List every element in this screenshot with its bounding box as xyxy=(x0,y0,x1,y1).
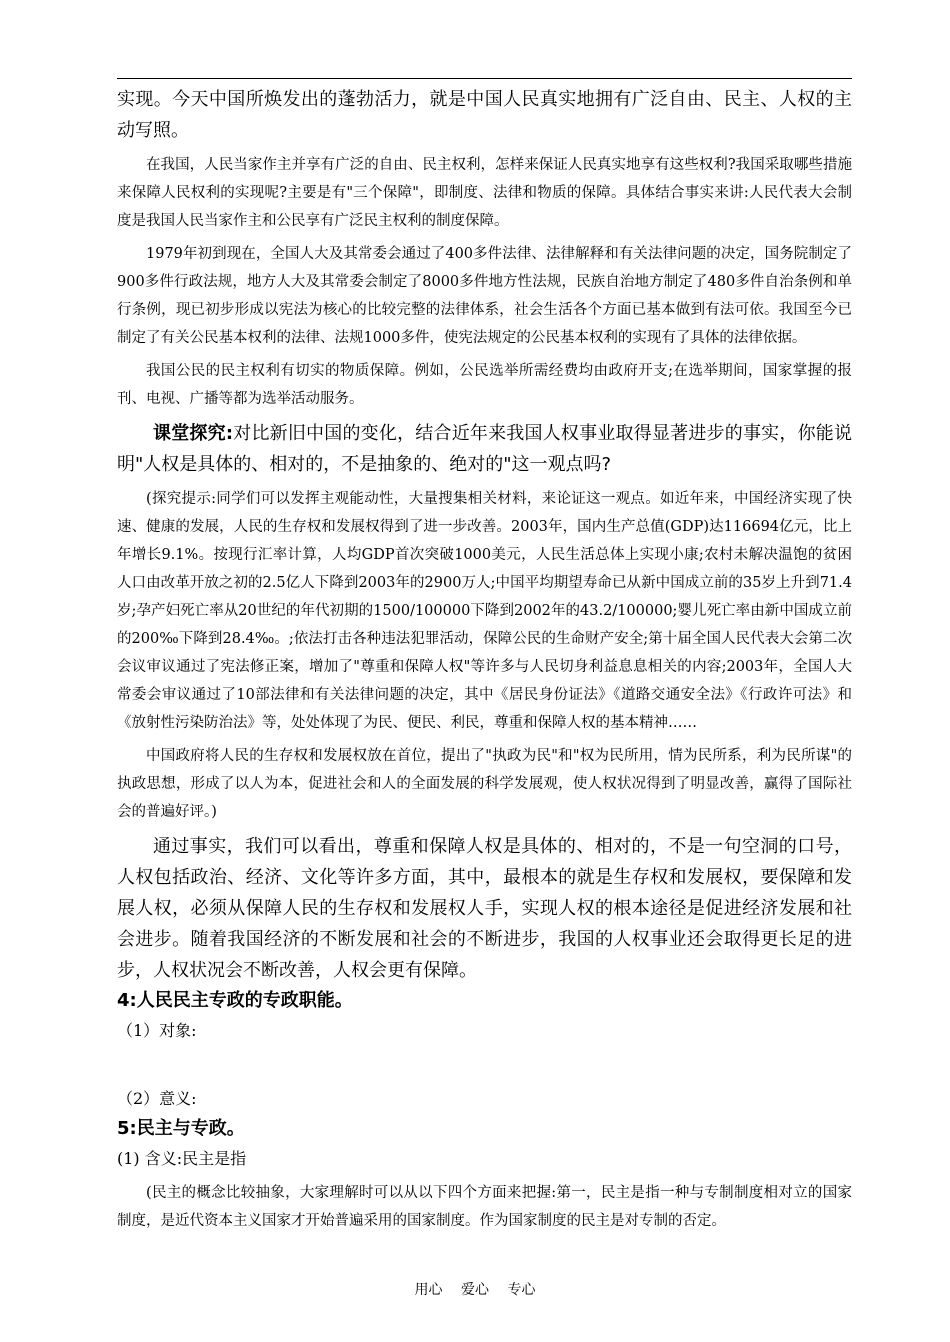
section-4-item-significance: （2）意义: xyxy=(117,1089,197,1108)
classroom-inquiry xyxy=(117,418,852,480)
inquiry-hint: (探究提示:同学们可以发挥主观能动性，大量搜集相关材料，来论证这一观点。如近年来，中国经济实现了快速、健康的发展，人民的生存权和发展权得到了进一步改善。2003年，国内生产总值(GDP)达116694亿元，比上年增长9.1%。按现行汇率计算，人均GDP首次突破1000美元，人民生活总体上实现小康;农村未解决温饱的贫困人口由改革开放之初的2.5亿人下降到2003年的2900万人;中国平均期望寿命已从新中国成立前的35岁上升到71.4岁;孕产妇死亡率从20世纪的年代初期的1500/100000下降到2002年的43.2/100000;婴儿死亡率由新中国成立前的200‰下降到28.4‰。;依法打击各种违法犯罪活动，保障公民的生命财产安全;第十届全国人民代表大会第二次会议审议通过了宪法修正案，增加了"尊重和保障人权"等许多与人民切身利益息息相关的内容;2003年，全国人大常委会审议通过了10部法律和有关法律问题的决定，其中《居民身份证法》《道路交通安全法》《行政许可法》和《放射性污染防治法》等，处处体现了为民、便民、利民，尊重和保障人权的基本精神…… xyxy=(117,491,852,731)
section-4-heading: 4:人民民主专政的专政职能。 xyxy=(117,990,353,1011)
answer-blank xyxy=(117,1046,852,1084)
paragraph-conclusion: 通过事实，我们可以看出，尊重和保障人权是具体的、相对的，不是一句空洞的口号，人权包括政治、经济、文化等许多方面，其中，最根本的就是生存权和发展权，要保障和发展人权，必须从保障人民的生存权和发展权人手，实现人权的根本途径是促进经济发展和社会进步。随着我国经济的不断发展和社会的不断进步，我国的人权事业还会取得更长足的进步，人权状况会不断改善，人权会更有保障。 xyxy=(117,836,852,981)
paragraph-continuation: 实现。今天中国所焕发出的蓬勃活力，就是中国人民真实地拥有广泛自由、民主、人权的主动写照。 xyxy=(117,89,852,141)
section-5-note: (民主的概念比较抽象，大家理解时可以从以下四个方面来把握:第一，民主是指一种与专制制度相对立的国家制度，是近代资本主义国家才开始普遍采用的国家制度。作为国家制度的民主是对专制的否定。 xyxy=(117,1185,852,1229)
section-4-item-object: （1）对象: xyxy=(117,1021,197,1040)
paragraph-legal-system: 1979年初到现在，全国人大及其常委会通过了400多件法律、法律解释和有关法律问题的决定，国务院制定了900多件行政法规，地方人大及其常委会制定了8000多件地方性法规，民族自治地方制定了480多件自治条例和单行条例，现已初步形成以宪法为核心的比较完整的法律体系，社会生活各个方面已基本做到有法可依。我国至今已制定了有关公民基本权利的法律、法规1000多件，使宪法规定的公民基本权利的实现有了具体的法律依据。 xyxy=(117,246,852,346)
section-5-item-definition: (1) 含义:民主是指 xyxy=(117,1149,247,1168)
paragraph-material-guarantee: 我国公民的民主权利有切实的物质保障。例如，公民选举所需经费均由政府开支;在选举期间，国家掌握的报刊、电视、广播等都为选举活动服务。 xyxy=(117,363,852,407)
document-body xyxy=(117,84,852,1235)
classroom-inquiry-label: 课堂探究: xyxy=(153,423,234,444)
section-5-heading: 5:民主与专政。 xyxy=(117,1118,245,1139)
page-footer: 用心 爱心 专心 xyxy=(414,1282,536,1298)
paragraph-government-policy: 中国政府将人民的生存权和发展权放在首位，提出了"执政为民"和"权为民所用，情为民所系，利为民所谋"的执政思想，形成了以人为本，促进社会和人的全面发展的科学发展观，使人权状况得到了明显改善，赢得了国际社会的普遍好评。) xyxy=(117,748,852,820)
paragraph-three-guarantees: 在我国，人民当家作主并享有广泛的自由、民主权利，怎样来保证人民真实地享有这些权利?我国采取哪些措施来保障人民权利的实现呢?主要是有"三个保障"，即制度、法律和物质的保障。具体结合事实来讲:人民代表大会制度是我国人民当家作主和公民享有广泛民主权利的制度保障。 xyxy=(117,157,852,229)
classroom-inquiry-text: 对比新旧中国的变化，结合近年来我国人权事业取得显著进步的事实，你能说明"人权是具体的、相对的，不是抽象的、绝对的"这一观点吗? xyxy=(117,423,853,475)
header-rule xyxy=(117,78,852,79)
